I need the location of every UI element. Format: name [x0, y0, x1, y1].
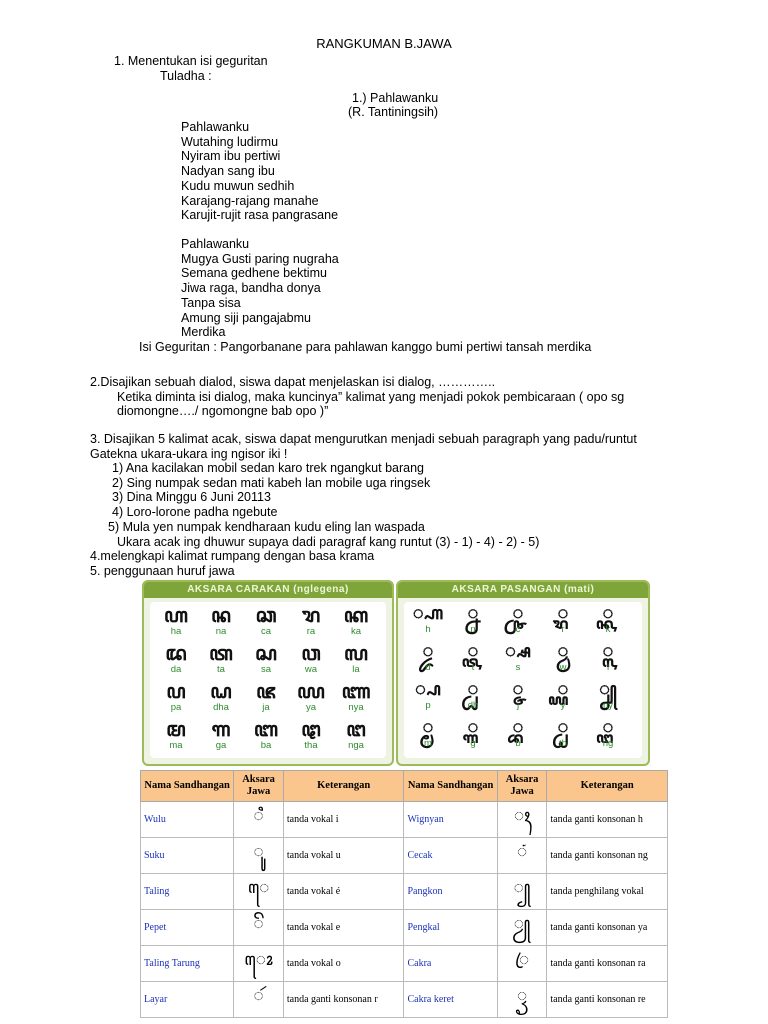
poem-line: Karajang-rajang manahe — [181, 193, 319, 208]
aksara-syllable: c — [515, 624, 521, 635]
poem-stanza-2 — [181, 237, 339, 340]
aksara-jawa: ꦂ — [234, 982, 284, 1018]
column-header: Aksara Jawa — [497, 771, 547, 802]
aksara-syllable: ca — [260, 626, 272, 637]
aksara-syllable: nga — [348, 740, 364, 751]
aksara-character: ꦢ — [165, 641, 187, 665]
aksara-syllable: s — [515, 662, 521, 673]
keterangan: tanda ganti konsonan re — [547, 982, 668, 1018]
poem-line: Semana gedhene bektimu — [181, 266, 327, 281]
aksara-glyph — [455, 642, 491, 673]
aksara-syllable: y — [560, 700, 566, 711]
sandhangan-name: Pepet — [141, 910, 234, 946]
aksara-syllable: w — [559, 662, 567, 673]
aksara-syllable: t — [471, 662, 475, 673]
aksara-character: ꧀ꦱ — [505, 641, 531, 662]
aksara-glyph — [410, 718, 446, 749]
aksara-character: ꧀ꦔ — [602, 717, 614, 738]
keterangan: tanda vokal i — [283, 802, 404, 838]
section-4-heading: 4.melengkapi kalimat rumpang dengan basa krama — [90, 549, 375, 563]
keterangan: tanda vokal o — [283, 946, 404, 982]
aksara-glyph — [244, 642, 288, 675]
aksara-glyph — [289, 642, 333, 675]
column-header: Keterangan — [283, 771, 404, 802]
aksara-glyph — [500, 718, 536, 749]
aksara-character: ꧀ꦩ — [422, 717, 434, 738]
aksara-character: ꦱ — [255, 641, 277, 665]
aksara-character: ꦤ — [211, 603, 231, 627]
keterangan: tanda vokal u — [283, 838, 404, 874]
aksara-character: ꦛ — [301, 717, 321, 741]
keterangan: tanda vokal e — [283, 910, 404, 946]
pasangan-grid — [404, 602, 642, 758]
aksara-character: ꧀ꦧ — [512, 717, 524, 738]
aksara-jawa: ꦁ — [497, 838, 547, 874]
aksara-pasangan-panel — [396, 580, 650, 766]
column-header: Nama Sandhangan — [141, 771, 234, 802]
aksara-glyph — [334, 604, 378, 637]
poem-stanza-1 — [181, 120, 338, 223]
keterangan: tanda ganti konsonan ya — [547, 910, 668, 946]
aksara-syllable: sa — [260, 664, 272, 675]
aksara-carakan-panel — [142, 580, 394, 766]
aksara-jawa: ꧀ — [497, 874, 547, 910]
aksara-character: ꦠ — [209, 641, 233, 665]
table-row — [141, 874, 668, 910]
aksara-glyph — [199, 718, 243, 751]
aksara-glyph — [545, 604, 581, 635]
aksara-syllable: k — [605, 624, 611, 635]
page-title: RANGKUMAN B.JAWA — [316, 36, 452, 51]
aksara-jawa: ꦶ — [234, 802, 284, 838]
aksara-jawa: ꦃ — [497, 802, 547, 838]
aksara-syllable: th — [559, 738, 567, 749]
aksara-glyph — [545, 718, 581, 749]
aksara-glyph — [289, 680, 333, 713]
list-item: 5) Mula yen numpak kendharaan kudu eling lan waspada — [108, 519, 425, 534]
aksara-glyph — [545, 642, 581, 673]
aksara-character: ꧀ꦫ — [557, 603, 569, 624]
keterangan: tanda vokal é — [283, 874, 404, 910]
aksara-character: ꦩ — [166, 717, 186, 741]
section-2-line-2: diomongne…./ ngomongne bab opo )” — [117, 404, 329, 418]
aksara-character: ꦒ — [211, 717, 231, 741]
sandhangan-name: Suku — [141, 838, 234, 874]
aksara-syllable: j — [516, 700, 520, 711]
aksara-syllable: na — [215, 626, 227, 637]
list-item: 2) Sing numpak sedan mati kabeh lan mobile uga ringsek — [112, 475, 431, 490]
aksara-character: ꦗ — [256, 679, 276, 703]
aksara-syllable: la — [352, 664, 360, 675]
sandhangan-name: Taling — [141, 874, 234, 910]
aksara-character: ꦮ — [301, 641, 321, 665]
table-header-row — [141, 771, 668, 802]
pasangan-header: AKSARA PASANGAN (mati) — [398, 582, 648, 598]
aksara-glyph — [590, 604, 626, 635]
aksara-syllable: p — [425, 700, 431, 711]
aksara-glyph — [410, 604, 446, 635]
aksara-glyph — [199, 642, 243, 675]
poem-line: Jiwa raga, bandha donya — [181, 281, 321, 296]
aksara-character: ꧀ꦪ — [557, 679, 569, 700]
sandhangan-table — [140, 770, 668, 1018]
aksara-glyph — [500, 604, 536, 635]
sandhangan-name: Wignyan — [404, 802, 497, 838]
section-1-heading: 1. Menentukan isi geguritan — [114, 54, 268, 68]
keterangan: tanda ganti konsonan h — [547, 802, 668, 838]
aksara-glyph — [199, 604, 243, 637]
carakan-grid — [150, 602, 386, 758]
aksara-glyph — [410, 642, 446, 673]
aksara-syllable: d — [425, 662, 431, 673]
poem-line: Nyiram ibu pertiwi — [181, 149, 281, 164]
table-row — [141, 910, 668, 946]
aksara-character: ꧀ꦤ — [467, 603, 479, 624]
aksara-glyph — [410, 680, 446, 711]
aksara-syllable: ga — [215, 740, 227, 751]
aksara-glyph — [500, 642, 536, 673]
list-item: 4) Loro-lorone padha ngebute — [112, 505, 278, 520]
poem-author: (R. Tantiningsih) — [348, 105, 439, 119]
aksara-character: ꦕ — [255, 603, 277, 627]
column-header: Nama Sandhangan — [404, 771, 497, 802]
aksara-character: ꧀ꦥ — [415, 679, 441, 700]
aksara-syllable: ng — [602, 738, 614, 749]
gatekna-label: Gatekna ukara-ukara ing ngisor iki ! — [90, 447, 288, 461]
aksara-syllable: r — [561, 624, 565, 635]
sandhangan-name: Pangkon — [404, 874, 497, 910]
aksara-character: ꦫ — [301, 603, 321, 627]
aksara-character: ꧀ꦲ — [412, 603, 444, 624]
sandhangan-name: Layar — [141, 982, 234, 1018]
keterangan: tanda ganti konsonan ra — [547, 946, 668, 982]
aksara-syllable: ja — [262, 702, 270, 713]
aksara-character: ꦝ — [210, 679, 232, 703]
table-row — [141, 802, 668, 838]
aksara-jawa: ꦸ — [234, 838, 284, 874]
poem-line: Wutahing ludirmu — [181, 134, 279, 149]
aksara-character: ꦥ — [166, 679, 186, 703]
section-2-heading: 2.Disajikan sebuah dialod, siswa dapat menjelaskan isi dialog, ………….. — [90, 375, 496, 389]
carakan-header: AKSARA CARAKAN (nglegena) — [144, 582, 392, 598]
aksara-glyph — [199, 680, 243, 713]
aksara-character: ꦭ — [344, 641, 368, 665]
aksara-syllable: l — [606, 662, 610, 673]
aksara-character: ꦪ — [297, 679, 325, 703]
aksara-syllable: ny — [602, 700, 614, 711]
aksara-syllable: ka — [350, 626, 362, 637]
poem-line: Pahlawanku — [181, 120, 250, 134]
aksara-syllable: da — [170, 664, 182, 675]
poem-line: Mugya Gusti paring nugraha — [181, 251, 339, 266]
section-3-answer: Ukara acak ing dhuwur supaya dadi paragraf kang runtut (3) - 1) - 4) - 2) - 5) — [117, 535, 540, 549]
poem-line: Tanpa sisa — [181, 295, 241, 310]
aksara-jawa: ꦼ — [234, 910, 284, 946]
aksara-glyph — [334, 680, 378, 713]
sandhangan-name: Pengkal — [404, 910, 497, 946]
aksara-glyph — [455, 604, 491, 635]
sandhangan-name: Cakra keret — [404, 982, 497, 1018]
aksara-syllable: ba — [260, 740, 272, 751]
aksara-character: ꦧ — [253, 717, 279, 741]
aksara-glyph — [455, 680, 491, 711]
aksara-glyph — [289, 604, 333, 637]
sandhangan-name: Cakra — [404, 946, 497, 982]
table-row — [141, 946, 668, 982]
aksara-syllable: ya — [305, 702, 317, 713]
aksara-character: ꧀ꦗ — [512, 679, 524, 700]
aksara-syllable: tha — [304, 740, 318, 751]
keterangan: tanda penghilang vokal — [547, 874, 668, 910]
aksara-character: ꧀ꦠ — [467, 641, 479, 662]
section-3-heading: 3. Disajikan 5 kalimat acak, siswa dapat mengurutkan menjadi sebuah paragraph yang padu/runtut — [90, 432, 637, 446]
aksara-character: ꦲ — [164, 603, 188, 627]
aksara-glyph — [244, 680, 288, 713]
aksara-glyph — [289, 718, 333, 751]
sandhangan-name: Taling Tarung — [141, 946, 234, 982]
table-row — [141, 838, 668, 874]
aksara-syllable: ma — [169, 740, 183, 751]
aksara-character: ꧀ꦭ — [602, 641, 614, 662]
aksara-glyph — [154, 680, 198, 713]
aksara-character: ꦚ — [341, 679, 371, 703]
sentence-list — [108, 461, 431, 535]
aksara-glyph — [154, 604, 198, 637]
poem-line: Nadyan sang ibu — [181, 164, 275, 179]
keterangan: tanda ganti konsonan ng — [547, 838, 668, 874]
aksara-glyph — [590, 680, 626, 711]
poem-line: Amung siji pangajabmu — [181, 310, 311, 325]
column-header: Keterangan — [547, 771, 668, 802]
aksara-character: ꦔ — [346, 717, 366, 741]
aksara-syllable: g — [470, 738, 476, 749]
aksara-glyph — [500, 680, 536, 711]
aksara-jawa: ꦾ — [497, 910, 547, 946]
aksara-character: ꧀ꦕ — [512, 603, 524, 624]
aksara-glyph — [334, 642, 378, 675]
section-2-line-1: Ketika diminta isi dialog, maka kuncinya” kalimat yang menjadi pokok pembicaraan ( opo sg — [117, 390, 625, 404]
aksara-glyph — [590, 718, 626, 749]
aksara-syllable: pa — [170, 702, 182, 713]
aksara-character: ꧀ꦮ — [557, 641, 569, 662]
poem-line: Kudu muwun sedhih — [181, 178, 295, 193]
aksara-syllable: h — [425, 624, 431, 635]
aksara-glyph — [334, 718, 378, 751]
aksara-syllable: m — [424, 738, 432, 749]
aksara-syllable: n — [470, 624, 476, 635]
aksara-glyph — [244, 718, 288, 751]
aksara-syllable: wa — [304, 664, 318, 675]
sandhangan-name: Cecak — [404, 838, 497, 874]
section-5-heading: 5. penggunaan huruf jawa — [90, 564, 235, 578]
aksara-glyph — [455, 718, 491, 749]
aksara-syllable: ra — [306, 626, 316, 637]
aksara-syllable: dha — [213, 702, 229, 713]
aksara-character: ꦏ — [343, 603, 369, 627]
isi-geguritan: Isi Geguritan : Pangorbanane para pahlawan kanggo bumi pertiwi tansah merdika — [139, 340, 592, 354]
aksara-glyph — [154, 718, 198, 751]
aksara-character: ꧀ꦝ — [467, 679, 479, 700]
aksara-character: ꧀ꦛ — [557, 717, 569, 738]
keterangan: tanda ganti konsonan r — [283, 982, 404, 1018]
aksara-syllable: ta — [217, 664, 225, 675]
aksara-character: ꧀ꦒ — [467, 717, 479, 738]
aksara-glyph — [154, 642, 198, 675]
list-item: 1) Ana kacilakan mobil sedan karo trek ngangkut barang — [112, 461, 424, 475]
aksara-glyph — [545, 680, 581, 711]
poem-line: Pahlawanku — [181, 237, 250, 251]
sandhangan-name: Wulu — [141, 802, 234, 838]
column-header: Aksara Jawa — [234, 771, 284, 802]
aksara-syllable: nya — [348, 702, 364, 713]
aksara-character: ꧀ꦚ — [599, 679, 617, 700]
aksara-jawa: ꦽ — [497, 982, 547, 1018]
aksara-syllable: b — [515, 738, 521, 749]
aksara-jawa: ꦿ — [497, 946, 547, 982]
aksara-character: ꧀ꦏ — [602, 603, 614, 624]
aksara-syllable: ha — [170, 626, 182, 637]
table-row — [141, 982, 668, 1018]
list-item: 3) Dina Minggu 6 Juni 20113 — [112, 490, 271, 505]
aksara-jawa: ꦺꦴ — [234, 946, 284, 982]
poem-line: Merdika — [181, 325, 226, 340]
aksara-jawa: ꦺ — [234, 874, 284, 910]
aksara-character: ꧀ꦢ — [422, 641, 434, 662]
aksara-glyph — [590, 642, 626, 673]
aksara-syllable: dh — [467, 700, 479, 711]
poem-line: Karujit-rujit rasa pangrasane — [181, 208, 339, 223]
tuladha-label: Tuladha : — [160, 69, 212, 83]
aksara-glyph — [244, 604, 288, 637]
poem-title: 1.) Pahlawanku — [352, 91, 439, 105]
